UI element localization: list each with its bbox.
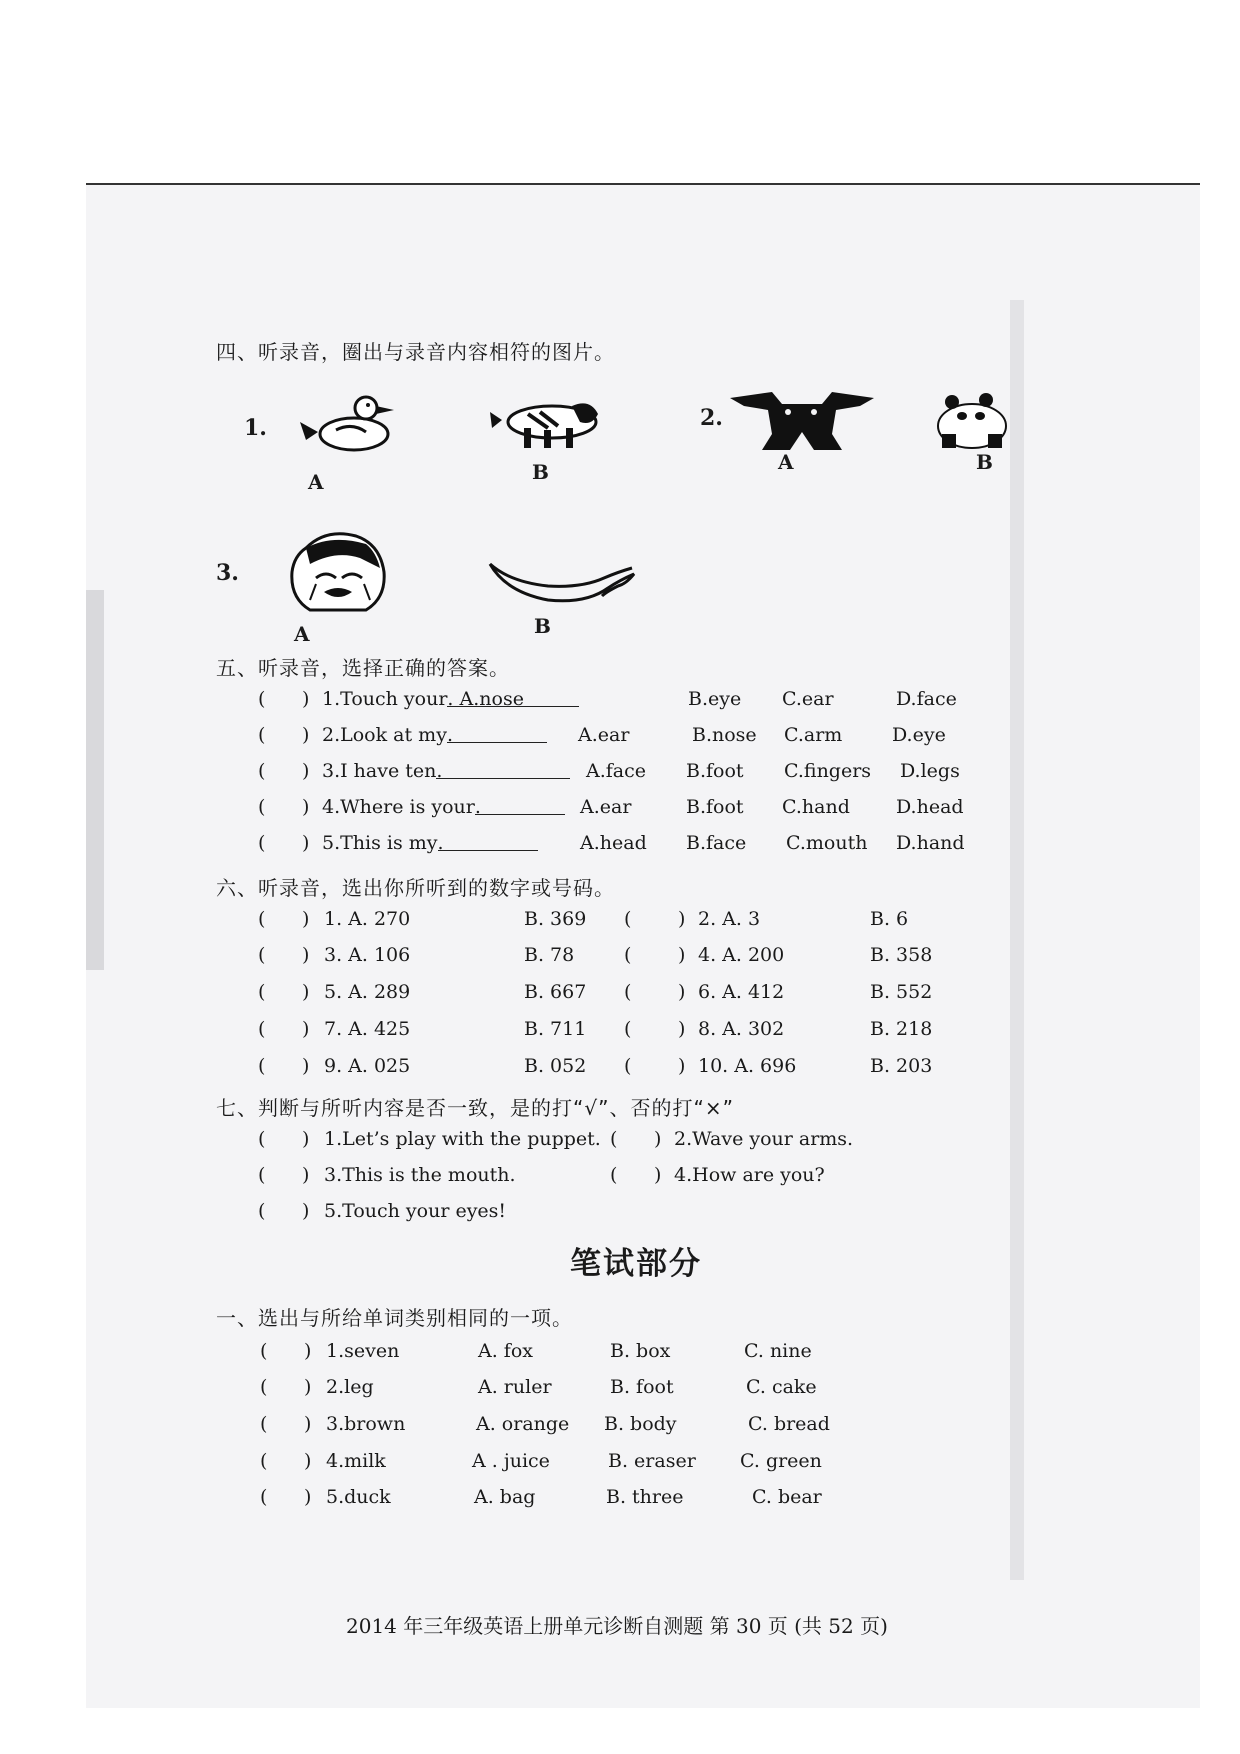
option-b: B.face <box>686 832 747 854</box>
answer-paren-right[interactable]: ( <box>610 1164 618 1186</box>
answer-blank <box>447 724 547 743</box>
answer-paren-right[interactable]: ( <box>624 981 632 1003</box>
number-option-a: 5. A. 289 <box>324 981 411 1003</box>
given-word: 5.duck <box>326 1486 391 1508</box>
question-text: 1.Touch your . A.nose <box>322 688 524 710</box>
option-c: C. bear <box>752 1486 822 1508</box>
option-c: C.ear <box>782 688 834 710</box>
answer-paren-left[interactable]: ( <box>260 1413 268 1435</box>
option-a: A. orange <box>476 1413 570 1435</box>
answer-paren-close: ) <box>302 688 310 710</box>
answer-blank <box>438 832 538 851</box>
number-option-b: B. 358 <box>870 944 933 966</box>
answer-paren-open[interactable]: ( <box>258 832 266 854</box>
question-text: 5.This is my . <box>322 832 444 854</box>
given-word: 4.milk <box>326 1450 386 1472</box>
option-b: B. foot <box>610 1376 674 1398</box>
answer-paren-right[interactable]: ( <box>624 1018 632 1040</box>
option-d: D.head <box>896 796 964 818</box>
number-option-b: B. 667 <box>524 981 587 1003</box>
answer-paren-left[interactable]: ( <box>258 944 266 966</box>
q3-label-a: A <box>294 622 310 646</box>
written-section1-title: 一、选出与所给单词类别相同的一项。 <box>216 1306 573 1330</box>
answer-paren-left[interactable]: ( <box>260 1340 268 1362</box>
option-c: C. bread <box>748 1413 830 1435</box>
section5-title: 五、听录音，选择正确的答案。 <box>216 656 510 680</box>
statement-3: 3.This is the mouth. <box>324 1164 516 1186</box>
written-row-5: ( ) 5.duck A. bag B. three C. bear <box>260 1486 822 1508</box>
option-c: C.fingers <box>784 760 872 782</box>
duck-picture <box>296 392 400 454</box>
option-a: A.head <box>580 832 647 854</box>
option-c: C. nine <box>744 1340 812 1362</box>
q2-label-a: A <box>778 450 794 474</box>
answer-paren-left[interactable]: ( <box>258 1018 266 1040</box>
number-option-a: 10. A. 696 <box>698 1055 797 1077</box>
number-option-a: 3. A. 106 <box>324 944 411 966</box>
number-option-b: B. 052 <box>524 1055 587 1077</box>
option-b: B. three <box>606 1486 684 1508</box>
answer-paren-left[interactable]: ( <box>258 1164 266 1186</box>
number-option-b: B. 203 <box>870 1055 933 1077</box>
option-b: B. eraser <box>608 1450 696 1472</box>
section6-row-5: ( ) 9. A. 025 B. 052 ( ) 10. A. 696 B. 203 <box>258 1055 933 1077</box>
crying-child-picture <box>286 528 390 612</box>
question-text: 3.I have ten . <box>322 760 442 782</box>
section5-row-2 <box>258 724 998 748</box>
section7-row-2: ( ) 3.This is the mouth. ( ) 4.How are you? <box>258 1164 825 1186</box>
option-d: D.face <box>896 688 957 710</box>
option-a: A.ear <box>580 796 632 818</box>
given-word: 3.brown <box>326 1413 406 1435</box>
q2-label-b: B <box>976 450 993 474</box>
answer-paren-right[interactable]: ( <box>624 908 632 930</box>
answer-paren-right[interactable]: ( <box>610 1128 618 1150</box>
written-row-2: ( ) 2.leg A. ruler B. foot C. cake <box>260 1376 817 1398</box>
number-option-a: 7. A. 425 <box>324 1018 411 1040</box>
section4-title: 四、听录音，圈出与录音内容相符的图片。 <box>216 340 615 364</box>
written-row-3: ( ) 3.brown A. orange B. body C. bread <box>260 1413 830 1435</box>
scan-shadow-band <box>86 590 104 970</box>
section7-title: 七、判断与所听内容是否一致，是的打“√”、否的打“×” <box>216 1096 734 1120</box>
answer-paren-left[interactable]: ( <box>258 908 266 930</box>
option-c: C.hand <box>782 796 850 818</box>
number-option-a: 4. A. 200 <box>698 944 785 966</box>
option-d: D.hand <box>896 832 965 854</box>
number-option-b: B. 552 <box>870 981 933 1003</box>
answer-paren-left[interactable]: ( <box>258 1128 266 1150</box>
arm-picture <box>486 562 638 606</box>
answer-paren-left[interactable]: ( <box>258 1200 266 1222</box>
number-option-a: 2. A. 3 <box>698 908 761 930</box>
statement-2: 2.Wave your arms. <box>674 1128 854 1150</box>
answer-paren-close: ) <box>302 796 310 818</box>
question-text: 4.Where is your . <box>322 796 481 818</box>
option-b: B.foot <box>686 796 744 818</box>
option-c: C. cake <box>746 1376 817 1398</box>
q3-label-b: B <box>534 614 551 638</box>
number-option-b: B. 218 <box>870 1018 933 1040</box>
option-c: C.mouth <box>786 832 868 854</box>
number-option-a: 6. A. 412 <box>698 981 785 1003</box>
q3-number: 3. <box>216 560 239 586</box>
number-option-a: 1. A. 270 <box>324 908 411 930</box>
option-b: B.eye <box>688 688 742 710</box>
given-word: 1.seven <box>326 1340 400 1362</box>
option-d: D.eye <box>892 724 946 746</box>
answer-paren-close: ) <box>302 724 310 746</box>
section5-row-4 <box>258 796 998 820</box>
section7-row-1: ( ) 1.Let’s play with the puppet. ( ) 2.Wave your arms. <box>258 1128 854 1150</box>
answer-paren-open[interactable]: ( <box>258 760 266 782</box>
q1-label-a: A <box>308 470 324 494</box>
dog-picture <box>488 392 612 454</box>
scan-shadow-bar <box>1010 300 1024 1580</box>
number-option-b: B. 711 <box>524 1018 587 1040</box>
panda-picture <box>922 386 1022 456</box>
question-text: 2.Look at my . <box>322 724 453 746</box>
number-option-b: B. 78 <box>524 944 575 966</box>
answer-paren-close: ) <box>302 760 310 782</box>
answer-paren-left[interactable]: ( <box>260 1450 268 1472</box>
option-d: D.legs <box>900 760 960 782</box>
statement-4: 4.How are you? <box>674 1164 825 1186</box>
given-word: 2.leg <box>326 1376 374 1398</box>
option-a: A.face <box>586 760 647 782</box>
q1-number: 1. <box>244 415 267 441</box>
option-a: A . juice <box>472 1450 550 1472</box>
section6-row-4: ( ) 7. A. 425 B. 711 ( ) 8. A. 302 B. 218 <box>258 1018 933 1040</box>
option-a: A.ear <box>578 724 630 746</box>
section6-row-1: ( ) 1. A. 270 B. 369 ( ) 2. A. 3 B. 6 <box>258 908 909 930</box>
answer-paren-open[interactable]: ( <box>258 724 266 746</box>
section5-row-5 <box>258 832 998 856</box>
section5-row-1 <box>258 688 998 712</box>
option-b: B.foot <box>686 760 744 782</box>
number-option-a: 8. A. 302 <box>698 1018 785 1040</box>
written-part-title: 笔试部分 <box>570 1246 702 1282</box>
section6-title: 六、听录音，选出你所听到的数字或号码。 <box>216 876 615 900</box>
statement-5: 5.Touch your eyes! <box>324 1200 507 1222</box>
answer-blank <box>475 796 565 815</box>
written-row-4: ( ) 4.milk A . juice B. eraser C. green <box>260 1450 822 1472</box>
bear-picture <box>728 388 876 454</box>
answer-paren-open[interactable]: ( <box>258 688 266 710</box>
option-b: B. box <box>610 1340 671 1362</box>
answer-paren-left[interactable]: ( <box>260 1486 268 1508</box>
number-option-b: B. 369 <box>524 908 587 930</box>
number-option-a: 9. A. 025 <box>324 1055 411 1077</box>
section6-row-3: ( ) 5. A. 289 B. 667 ( ) 6. A. 412 B. 552 <box>258 981 933 1003</box>
top-rule <box>86 183 1200 185</box>
answer-blank <box>436 760 570 779</box>
answer-paren-left[interactable]: ( <box>260 1376 268 1398</box>
section6-row-2: ( ) 3. A. 106 B. 78 ( ) 4. A. 200 B. 358 <box>258 944 933 966</box>
section7-row-3: ( ) 5.Touch your eyes! <box>258 1200 507 1222</box>
written-row-1: ( ) 1.seven A. fox B. box C. nine <box>260 1340 812 1362</box>
option-b: B.nose <box>692 724 757 746</box>
answer-paren-open[interactable]: ( <box>258 796 266 818</box>
q1-label-b: B <box>532 460 549 484</box>
option-c: C. green <box>740 1450 822 1472</box>
option-a: A. bag <box>474 1486 536 1508</box>
page-footer: 2014 年三年级英语上册单元诊断自测题 第 30 页 (共 52 页) <box>346 1614 888 1638</box>
section5-row-3 <box>258 760 998 784</box>
option-b: B. body <box>604 1413 677 1435</box>
option-a: A. ruler <box>478 1376 552 1398</box>
answer-paren-right[interactable]: ( <box>624 944 632 966</box>
answer-paren-left[interactable]: ( <box>258 1055 266 1077</box>
option-c: C.arm <box>784 724 843 746</box>
answer-paren-left[interactable]: ( <box>258 981 266 1003</box>
q2-number: 2. <box>700 405 723 431</box>
statement-1: 1.Let’s play with the puppet. <box>324 1128 601 1150</box>
answer-blank <box>447 688 579 707</box>
answer-paren-close: ) <box>302 832 310 854</box>
option-a: A. fox <box>478 1340 533 1362</box>
answer-paren-right[interactable]: ( <box>624 1055 632 1077</box>
number-option-b: B. 6 <box>870 908 909 930</box>
